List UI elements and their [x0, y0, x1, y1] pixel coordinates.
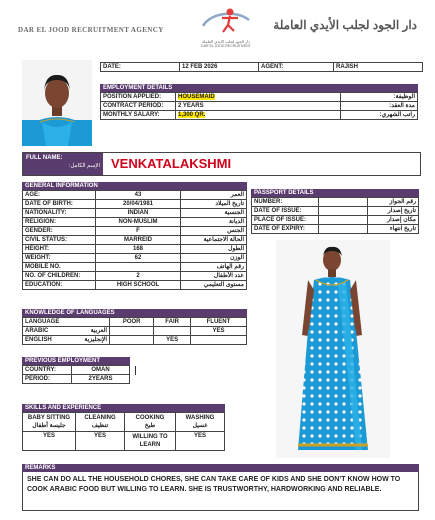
- table-row: [101, 93, 418, 102]
- general-row-value: 20/04/1981: [96, 200, 181, 209]
- table-row: [23, 366, 130, 375]
- babysitting-value: YES: [23, 432, 76, 451]
- full-name-label-ar: الإسم الكامل:: [68, 163, 100, 169]
- general-row-label-ar: الجنسية: [181, 209, 247, 218]
- table-row: [252, 225, 419, 234]
- table-row: [23, 236, 247, 245]
- english-fair: YES: [154, 336, 191, 345]
- general-row-value: 168: [96, 245, 181, 254]
- general-row-value: 43: [96, 191, 181, 200]
- general-row-label: WEIGHT:: [23, 254, 96, 263]
- general-row-label: CIVIL STATUS:: [23, 236, 96, 245]
- agent-label: AGENT:: [259, 63, 334, 72]
- table-row: [23, 336, 247, 345]
- salary-value: 1,300 QR.: [178, 112, 206, 118]
- logo-caption-ar: دار الجود لجلب الايدي العاملة: [202, 39, 250, 44]
- arabic-fair: [154, 327, 191, 336]
- general-row-label: RELIGION:: [23, 218, 96, 227]
- table-row: [101, 102, 418, 111]
- general-row-label: GENDER:: [23, 227, 96, 236]
- general-header: GENERAL INFORMATION: [22, 182, 247, 190]
- general-row-label-ar: مستوى التعليمي: [181, 281, 247, 290]
- skill-cooking: COOKING: [135, 415, 165, 421]
- passport-row-label: NUMBER:: [252, 198, 319, 207]
- table-row: [23, 327, 247, 336]
- country-value: OMAN: [72, 366, 130, 375]
- position-value: HOUSEMAID: [178, 94, 215, 100]
- general-row-label: DATE OF BIRTH:: [23, 200, 96, 209]
- employment-header: EMPLOYMENT DETAILS: [100, 84, 418, 92]
- period-value: 2YEARS: [72, 375, 130, 384]
- general-row-value: [96, 263, 181, 272]
- skills-table: [22, 412, 225, 451]
- table-row: [252, 207, 419, 216]
- table-row: [23, 375, 130, 384]
- skill-cleaning-ar: تنظيف: [91, 423, 109, 429]
- position-label: POSITION APPLIED:: [101, 93, 176, 102]
- agency-name-ar: دار الجود لجلب الأيدي العاملة: [273, 18, 417, 32]
- logo-caption-en: DAR EL JOOD RECRUITMENT: [201, 44, 251, 48]
- passport-row-label-ar: تاريخ انتهاء: [368, 225, 419, 234]
- agent-value: RAJISH: [334, 63, 423, 72]
- lang-arabic: ARABIC: [25, 328, 49, 334]
- cleaning-value: YES: [76, 432, 125, 451]
- date-label: DATE:: [101, 63, 180, 72]
- general-row-label-ar: عدد الأطفال: [181, 272, 247, 281]
- skill-washing-ar: غسيل: [192, 423, 208, 429]
- table-row: [23, 272, 247, 281]
- skill-babysitting: BABY SITTING: [27, 415, 71, 421]
- lang-english: ENGLISH: [25, 337, 52, 343]
- table-row: [23, 318, 247, 327]
- general-row-label-ar: الوزن: [181, 254, 247, 263]
- table-row: [252, 198, 419, 207]
- remarks-header: REMARKS: [22, 464, 419, 472]
- full-name-block: [22, 152, 421, 176]
- passport-row-label: DATE OF ISSUE:: [252, 207, 319, 216]
- table-row: [23, 209, 247, 218]
- text-cursor: [135, 366, 136, 375]
- lang-english-ar: الإنجليزية: [84, 337, 107, 343]
- english-poor: [110, 336, 154, 345]
- lang-col-fluent: FLUENT: [190, 318, 246, 327]
- full-name-label: FULL NAME:: [26, 155, 63, 161]
- table-row: [23, 263, 247, 272]
- passport-row-label-ar: رقم الجواز: [368, 198, 419, 207]
- table-row: [23, 281, 247, 290]
- general-row-label-ar: العمر: [181, 191, 247, 200]
- date-value: 12 FEB 2026: [180, 63, 259, 72]
- position-label-ar: الوظيفة:: [341, 93, 418, 102]
- general-row-value: NON-MUSLIM: [96, 218, 181, 227]
- general-row-value: MARREID: [96, 236, 181, 245]
- previous-header: PREVIOUS EMPLOYMENT: [22, 357, 130, 365]
- table-row: [252, 216, 419, 225]
- skill-cooking-ar: طبخ: [144, 423, 156, 429]
- general-row-value: INDIAN: [96, 209, 181, 218]
- contract-label-ar: مدة العقد:: [341, 102, 418, 111]
- full-name-label-box: [23, 153, 103, 175]
- remarks-text: SHE CAN DO ALL THE HOUSEHOLD CHORES, SHE CAN TAKE CARE OF KIDS AND SHE DON’T KNOW HOW TO COOK ARABIC FOOD BUT WILLING TO LEARN. SHE IS TRUSTWORTHY, HARDWORKING AND RELIABLE.: [22, 472, 419, 511]
- employment-table: [100, 92, 418, 120]
- lang-col-language: LANGUAGE: [23, 318, 110, 327]
- general-row-label: HEIGHT:: [23, 245, 96, 254]
- passport-row-label: PLACE OF ISSUE:: [252, 216, 319, 225]
- general-row-label: NO. OF CHILDREN:: [23, 272, 96, 281]
- table-row: [23, 200, 247, 209]
- general-row-value: 2: [96, 272, 181, 281]
- salary-label-ar: راتب الشهري:: [341, 111, 418, 120]
- general-row-label-ar: تاريخ الميلاد: [181, 200, 247, 209]
- full-name-value: VENKATALAKSHMI: [111, 156, 232, 171]
- period-label: PERIOD:: [23, 375, 72, 384]
- passport-row-value: [319, 207, 368, 216]
- passport-row-label: DATE OF EXPIRY:: [252, 225, 319, 234]
- lang-col-fair: FAIR: [154, 318, 191, 327]
- candidate-full-body-photo: [276, 240, 390, 458]
- washing-value: YES: [176, 432, 225, 451]
- logo-figure-icon: [197, 6, 255, 34]
- passport-row-label-ar: تاريخ إصدار: [368, 207, 419, 216]
- table-row: [23, 413, 225, 432]
- passport-row-label-ar: مكان إصدار: [368, 216, 419, 225]
- table-row: [23, 227, 247, 236]
- languages-header: KNOWLEDGE OF LANGUAGES: [22, 309, 247, 317]
- table-row: [23, 245, 247, 254]
- table-row: [23, 218, 247, 227]
- passport-header: PASSPORT DETAILS: [251, 189, 419, 197]
- general-table: [22, 190, 247, 290]
- contract-label: CONTRACT PERIOD:: [101, 102, 176, 111]
- table-row: [23, 191, 247, 200]
- general-row-value: F: [96, 227, 181, 236]
- country-label: COUNTRY:: [23, 366, 72, 375]
- general-row-label-ar: الحالة الاجتماعية: [181, 236, 247, 245]
- english-fluent: [190, 336, 246, 345]
- general-row-value: 62: [96, 254, 181, 263]
- passport-row-value: [319, 216, 368, 225]
- skill-cleaning: CLEANING: [84, 415, 116, 421]
- previous-table: [22, 365, 130, 384]
- salary-label: MONTHLY SALARY:: [101, 111, 176, 120]
- general-row-label: MOBILE NO.: [23, 263, 96, 272]
- agency-name-en: DAR EL JOOD RECRUITMENT AGENCY: [18, 26, 164, 34]
- general-row-label-ar: رقم الهاتف: [181, 263, 247, 272]
- table-row: [101, 111, 418, 120]
- cooking-value: WILLING TO LEARN: [125, 432, 176, 451]
- passport-table: [251, 197, 419, 234]
- general-row-label: AGE:: [23, 191, 96, 200]
- languages-table: [22, 317, 247, 345]
- general-row-value: HIGH SCHOOL: [96, 281, 181, 290]
- arabic-fluent: YES: [190, 327, 246, 336]
- table-row: [23, 254, 247, 263]
- general-row-label-ar: الطول: [181, 245, 247, 254]
- skills-header: SKILLS AND EXPERIENCE: [22, 404, 225, 412]
- general-row-label-ar: الديانة: [181, 218, 247, 227]
- agency-logo: [197, 6, 255, 46]
- general-row-label: NATIONALITY:: [23, 209, 96, 218]
- contract-value: 2 YEARS: [176, 102, 341, 111]
- skill-washing: WASHING: [185, 415, 215, 421]
- candidate-portrait: [22, 60, 92, 146]
- passport-row-value: [319, 225, 368, 234]
- arabic-poor: [110, 327, 154, 336]
- lang-arabic-ar: العربية: [90, 328, 107, 334]
- date-agent-table: [100, 62, 423, 72]
- skill-babysitting-ar: جليسة أطفال: [32, 423, 66, 429]
- lang-col-poor: POOR: [110, 318, 154, 327]
- table-row: [23, 432, 225, 451]
- general-row-label: EDUCATION:: [23, 281, 96, 290]
- passport-row-value: [319, 198, 368, 207]
- general-row-label-ar: الجنس: [181, 227, 247, 236]
